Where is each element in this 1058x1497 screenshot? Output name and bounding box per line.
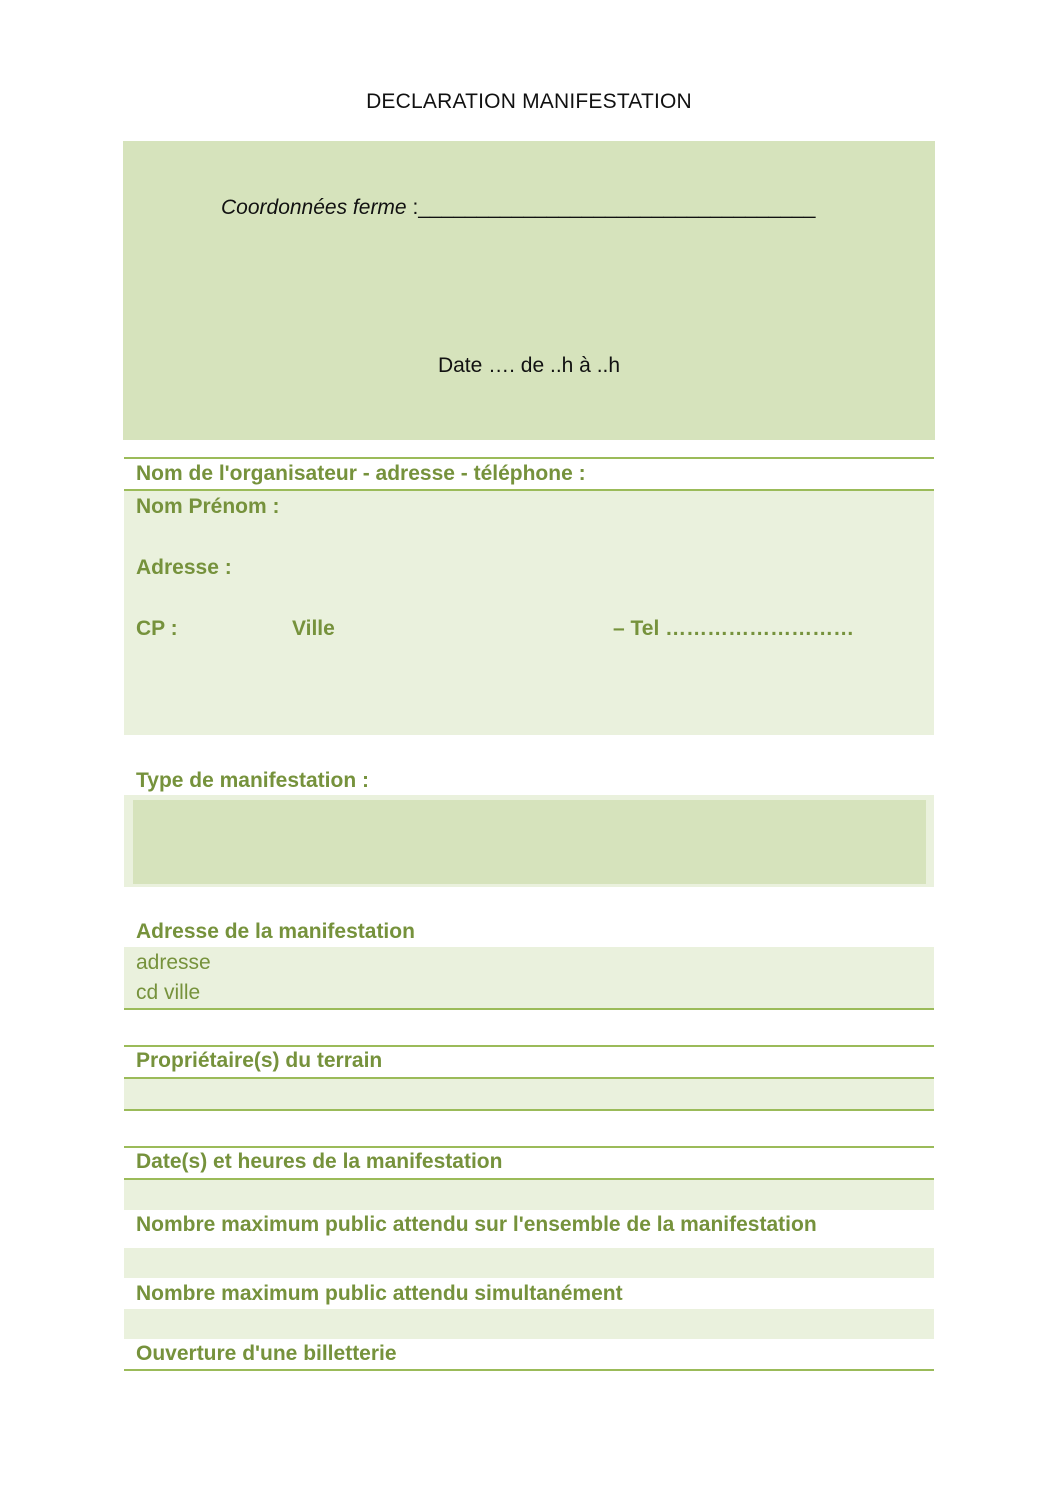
page-title: DECLARATION MANIFESTATION (366, 90, 692, 113)
event-address-header: Adresse de la manifestation (136, 920, 415, 943)
ticketing-rule (124, 1369, 934, 1371)
event-address-line: adresse (136, 951, 211, 974)
owner-header: Propriétaire(s) du terrain (136, 1049, 383, 1072)
dates-header: Date(s) et heures de la manifestation (136, 1150, 503, 1173)
organizer-name-label: Nom Prénom : (136, 495, 280, 518)
event-address-rule (124, 1008, 934, 1010)
farm-coordinates-separator: : (406, 196, 419, 219)
dates-field[interactable] (124, 1180, 934, 1210)
organizer-phone-label: – Tel ……………………… (613, 617, 855, 640)
organizer-header: Nom de l'organisateur - adresse - téléphone : (136, 462, 586, 485)
organizer-field-area[interactable] (124, 491, 934, 735)
max-total-header: Nombre maximum public attendu sur l'ensemble de la manifestation (136, 1213, 817, 1236)
ticketing-header: Ouverture d'une billetterie (136, 1342, 397, 1365)
max-simultaneous-header: Nombre maximum public attendu simultanément (136, 1282, 623, 1305)
farm-coordinates-box (123, 141, 935, 440)
farm-coordinates-label: Coordonnées ferme (221, 196, 407, 219)
farm-date-line[interactable]: Date …. de ..h à ..h (437, 354, 621, 377)
organizer-city-label: Ville (292, 617, 335, 640)
organizer-address-label: Adresse : (136, 556, 232, 579)
dates-top-rule (124, 1146, 934, 1148)
owner-top-rule (124, 1045, 934, 1047)
max-simultaneous-field[interactable] (124, 1309, 934, 1339)
organizer-top-rule (124, 457, 934, 459)
max-total-field[interactable] (124, 1248, 934, 1278)
event-city-line: cd ville (136, 981, 201, 1004)
owner-bottom-rule (124, 1109, 934, 1111)
organizer-cp-label: CP : (136, 617, 178, 640)
event-address-field[interactable] (124, 947, 934, 1008)
event-type-header: Type de manifestation : (136, 769, 369, 792)
farm-coordinates-field[interactable]: __________________________________ (418, 196, 816, 219)
owner-field[interactable] (124, 1079, 934, 1109)
event-type-field[interactable] (133, 800, 926, 884)
farm-coordinates-line (221, 196, 815, 220)
